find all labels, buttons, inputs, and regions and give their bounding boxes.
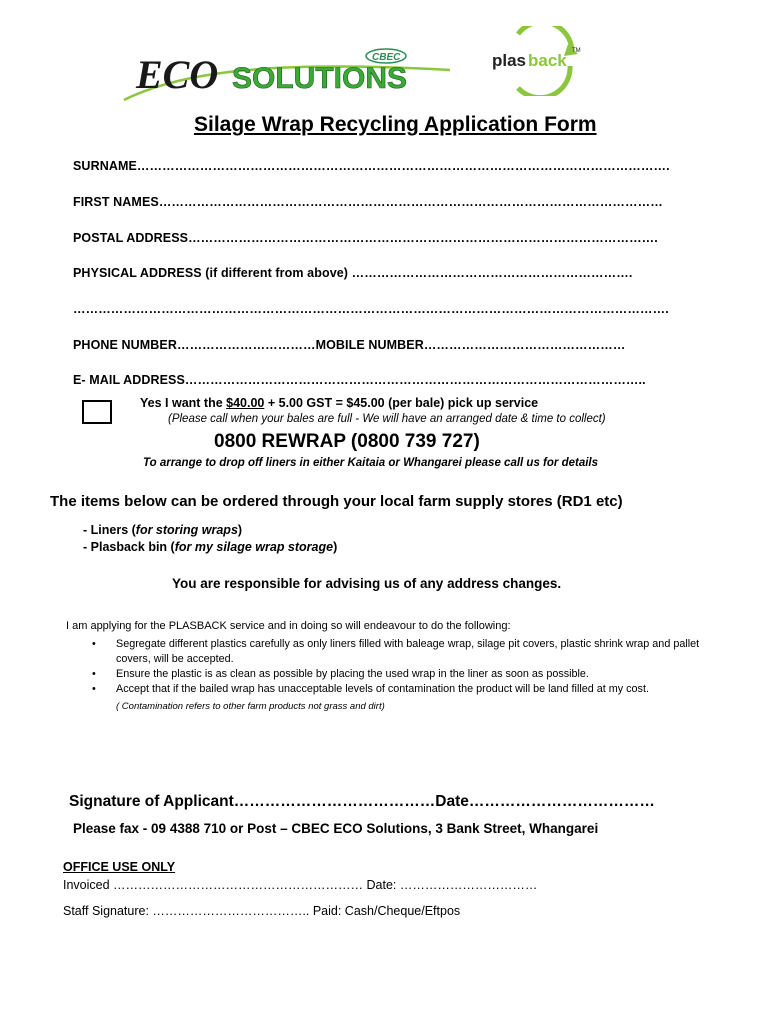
eco-solutions-logo-graphic <box>120 42 480 104</box>
first-names-field[interactable]: FIRST NAMES………………………………………………………………………………………………………… <box>73 195 663 209</box>
signature-date-field[interactable]: Signature of Applicant…………………………………Date……………………………… <box>69 793 655 810</box>
bin-text-b: for my silage wrap storage <box>174 540 334 554</box>
conditions-list <box>92 637 722 697</box>
list-item <box>92 682 722 697</box>
plasback-logo <box>488 26 588 101</box>
address-change-notice: You are responsible for advising us of any address changes. <box>172 576 562 591</box>
svg-text:plas: plas <box>492 51 527 70</box>
liners-text-c: ) <box>237 523 243 537</box>
svg-text:TM: TM <box>572 48 581 54</box>
contamination-note: ( Contamination refers to other farm products not grass and dirt) <box>116 701 385 712</box>
liners-text-a: - Liners ( <box>83 523 136 537</box>
office-use-heading: OFFICE USE ONLY <box>63 860 176 874</box>
invoiced-date-field[interactable]: Invoiced …………………………………………………… Date: …………………………… <box>63 878 538 892</box>
list-item <box>92 637 722 667</box>
pickup-service-line <box>140 396 538 410</box>
bullet-glyph: • <box>92 668 96 680</box>
eco-solutions-logo <box>120 42 480 109</box>
plasback-bin-item <box>83 540 337 554</box>
liners-item <box>83 523 242 537</box>
postal-address-field[interactable]: POSTAL ADDRESS…………………………………………………………………………………………………. <box>73 231 658 245</box>
condition-text: Accept that if the bailed wrap has unacceptable levels of contamination the product will be land filled at my cost. <box>116 683 649 695</box>
pickup-service-checkbox[interactable] <box>82 400 112 424</box>
fax-post-instructions: Please fax - 09 4388 710 or Post – CBEC ECO Solutions, 3 Bank Street, Whangarei <box>73 821 599 836</box>
list-item <box>92 667 722 682</box>
condition-text: Ensure the plastic is as clean as possible by placing the used wrap in the liner as soon as possible. <box>116 668 589 680</box>
rewrap-phone: 0800 REWRAP (0800 739 727) <box>214 431 480 452</box>
pickup-text-b: + 5.00 GST = $45.00 (per bale) pick up service <box>264 396 539 410</box>
physical-address-field[interactable]: PHYSICAL ADDRESS (if different from above) …………………………………………………………. <box>73 266 633 280</box>
physical-address-continued-field[interactable]: ……………………………………………………………………………………………………………………………. <box>73 302 669 316</box>
condition-text: Segregate different plastics carefully as only liners filled with baleage wrap, silage pit covers, plastic shrink wrap and pallet covers, will be accepted. <box>116 638 700 665</box>
svg-text:ECO: ECO <box>136 52 219 97</box>
pickup-price: $40.00 <box>226 396 265 410</box>
bin-text-c: ) <box>333 540 338 554</box>
surname-field[interactable]: SURNAME………………………………………………………………………………………………………………. <box>73 159 670 173</box>
bullet-glyph: • <box>92 638 96 650</box>
email-address-field[interactable]: E- MAIL ADDRESS……………………………………………………………………………………………….. <box>73 373 646 387</box>
applying-statement: I am applying for the PLASBACK service and in doing so will endeavour to do the following: <box>66 620 511 632</box>
svg-text:SOLUTIONS: SOLUTIONS <box>232 62 408 95</box>
bullet-glyph: • <box>92 683 96 695</box>
bin-text-a: - Plasback bin ( <box>83 540 175 554</box>
dropoff-note: To arrange to drop off liners in either Kaitaia or Whangarei please call us for details <box>143 457 598 469</box>
staff-signature-paid-field[interactable]: Staff Signature: ……………………………….. Paid: Cash/Cheque/Eftpos <box>63 904 461 918</box>
form-title: Silage Wrap Recycling Application Form <box>194 113 597 136</box>
items-heading: The items below can be ordered through your local farm supply stores (RD1 etc) <box>50 493 623 510</box>
pickup-text-a: Yes I want the <box>140 396 227 410</box>
plasback-logo-graphic <box>488 26 588 96</box>
phone-mobile-field[interactable]: PHONE NUMBER……………………………MOBILE NUMBER………………………………………… <box>73 338 626 352</box>
liners-text-b: for storing wraps <box>135 523 238 537</box>
pickup-note: (Please call when your bales are full - We will have an arranged date & time to collect) <box>168 413 606 425</box>
svg-text:back: back <box>528 51 567 70</box>
svg-text:CBEC: CBEC <box>372 52 401 63</box>
